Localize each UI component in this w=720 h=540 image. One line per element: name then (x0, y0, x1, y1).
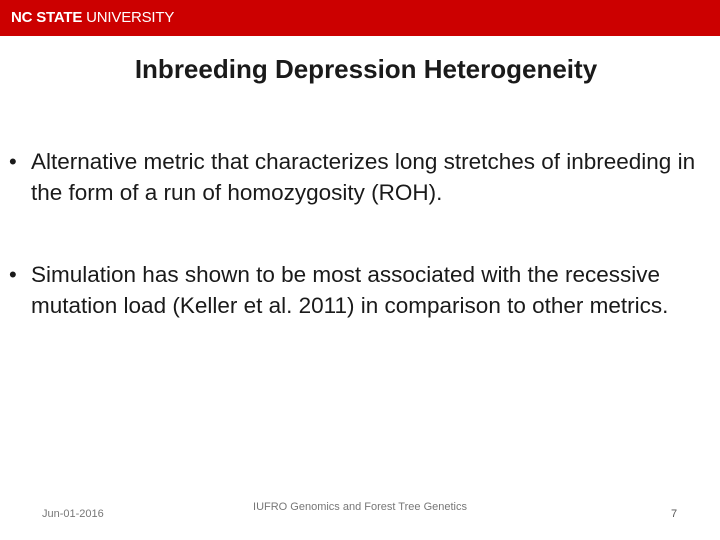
university-logo (11, 10, 174, 26)
slide-title: Inbreeding Depression Heterogeneity (134, 54, 598, 84)
bullet-marker-icon: • (9, 149, 17, 174)
footer-presentation-title: IUFRO Genomics and Forest Tree Genetics (253, 501, 467, 513)
header-bar (0, 0, 720, 36)
page-number: 7 (670, 508, 678, 520)
bullet-text: Alternative metric that characterizes long stretches of inbreeding in the form of a run of homozygosity (ROH). (31, 149, 696, 205)
brand-bold-text: NC STATE (11, 9, 83, 26)
bullet-text: Simulation has shown to be most associated with the recessive mutation load (Keller et al. 2011) in comparison to other metrics. (31, 262, 669, 318)
footer-date: Jun-01-2016 (42, 508, 104, 520)
bullet-marker-icon: • (9, 262, 17, 287)
brand-light-text: UNIVERSITY (82, 9, 175, 26)
